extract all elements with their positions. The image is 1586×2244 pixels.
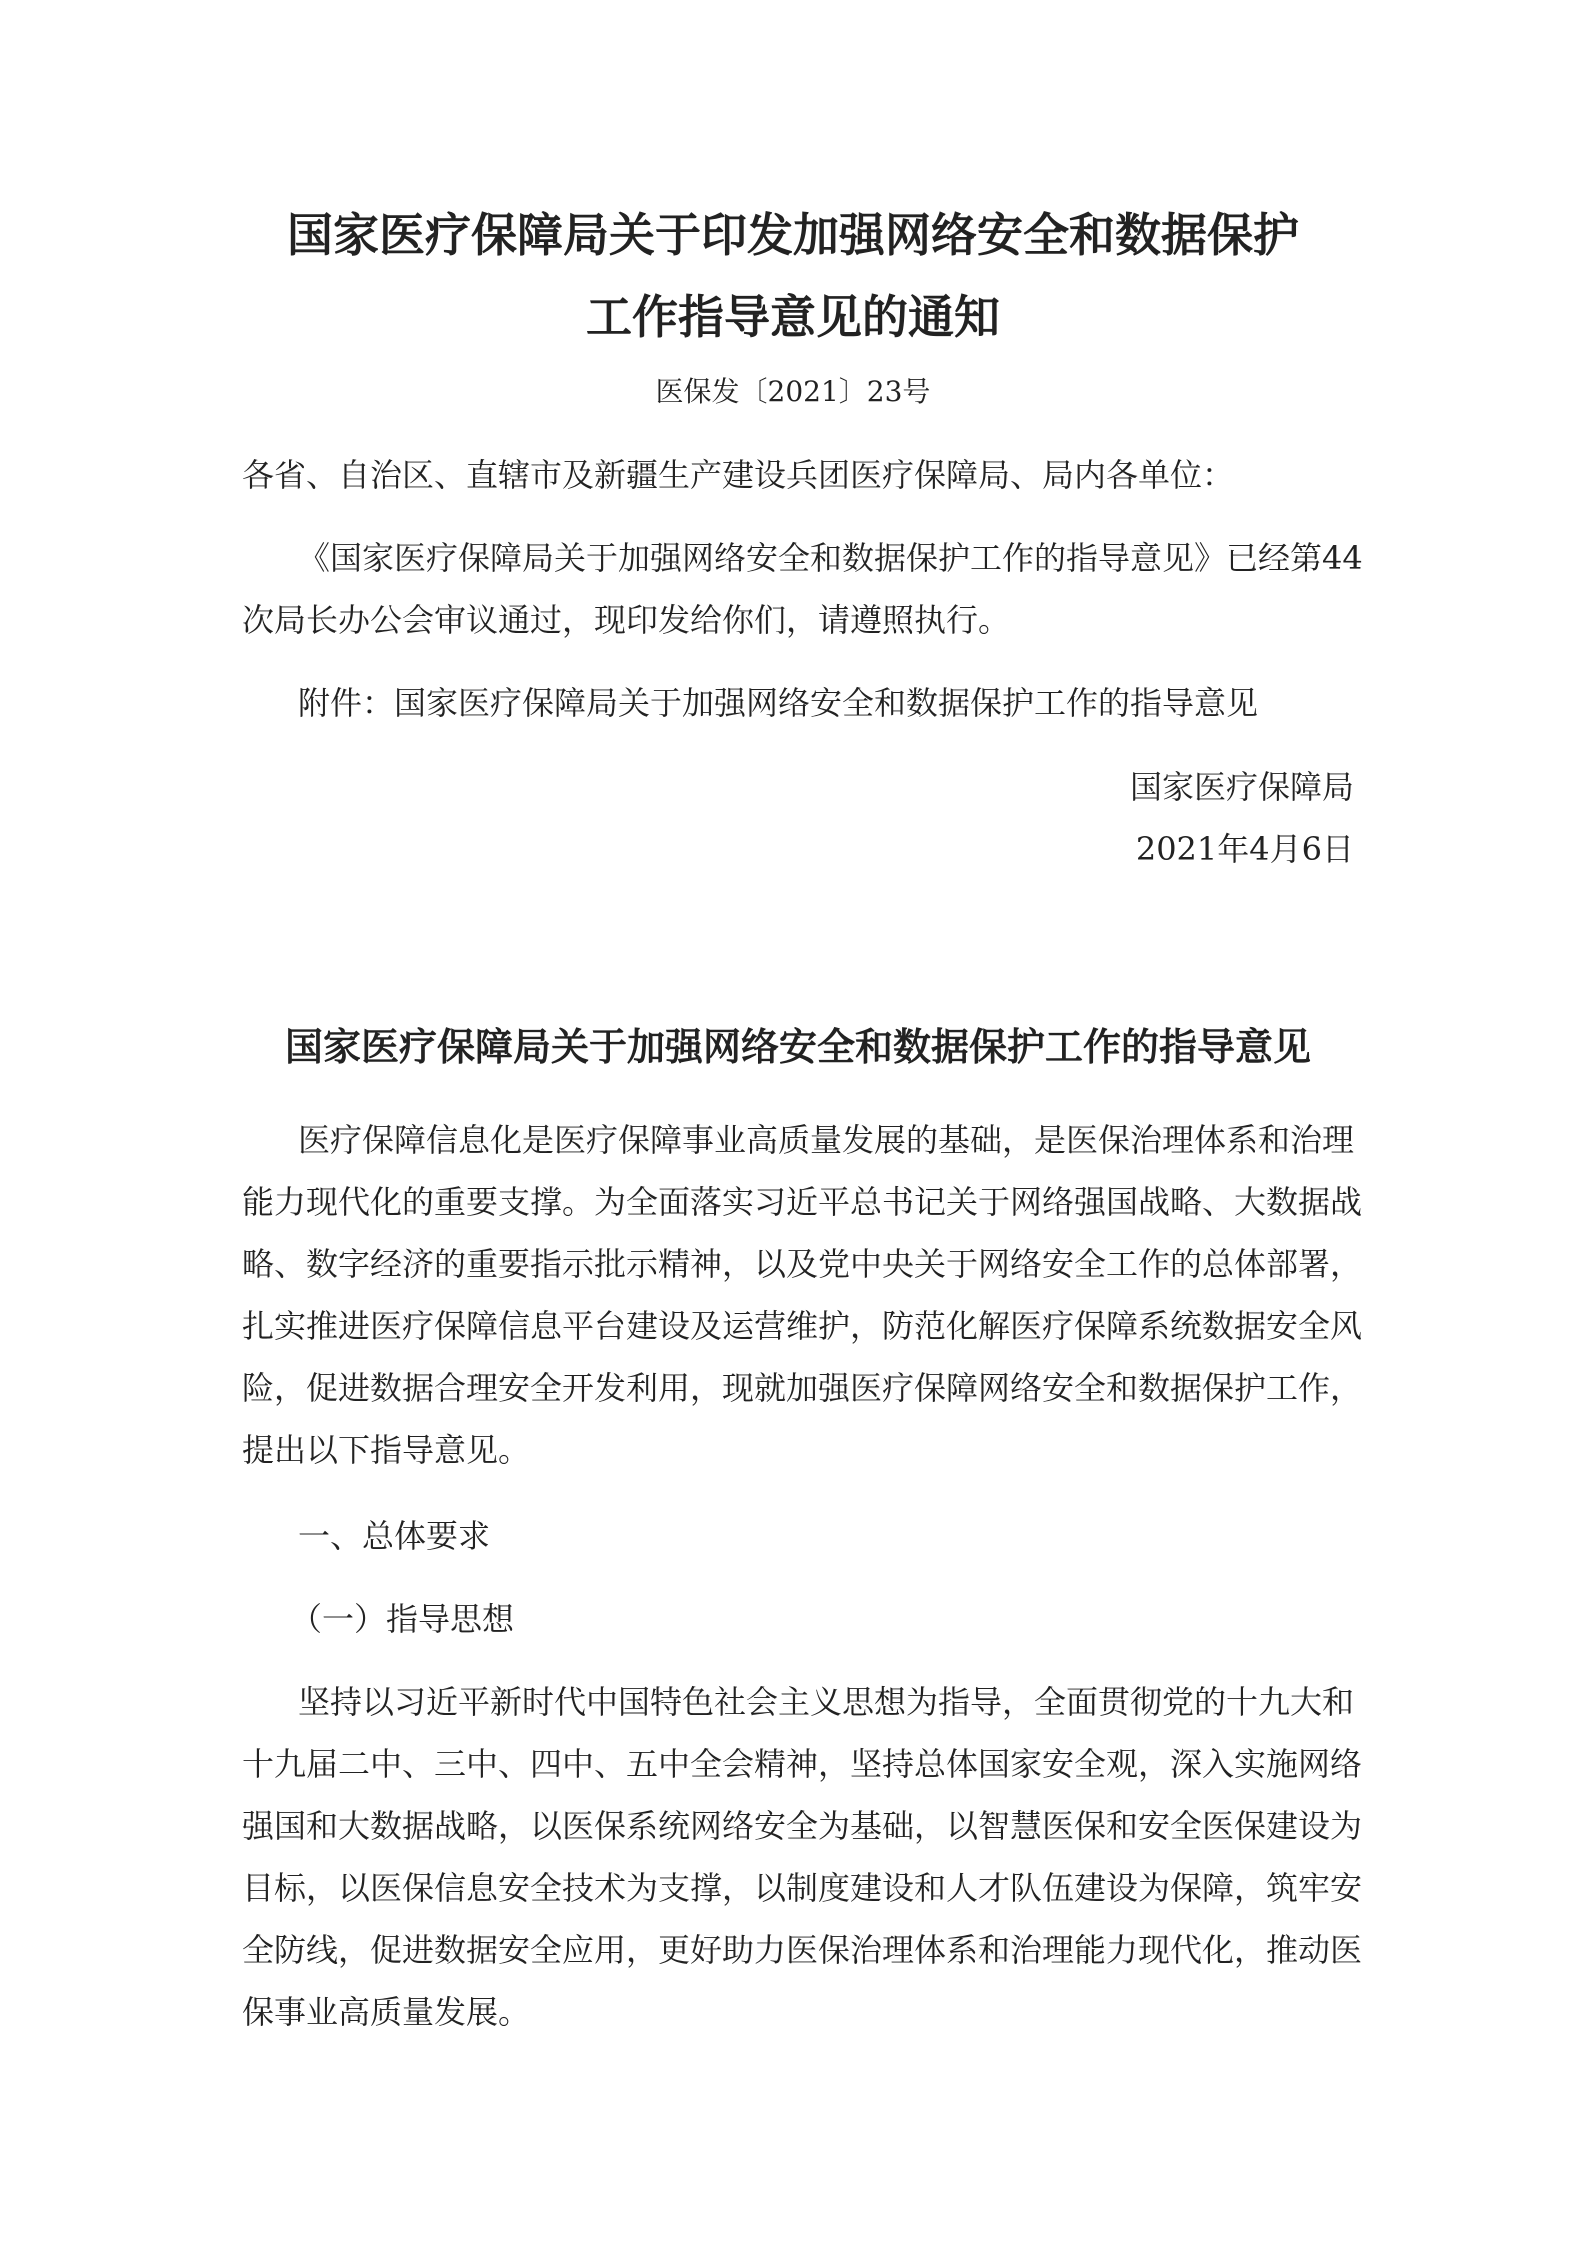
notice-title-line: 国家医疗保障局关于印发加强网络安全和数据保护 [287,208,1299,262]
paragraph-line: 医疗保障信息化是医疗保障事业高质量发展的基础，是医保治理体系和治理 [298,1121,1355,1159]
attachment-line: 附件：国家医疗保障局关于加强网络安全和数据保护工作的指导意见 [298,684,1259,722]
body-line: 次局长办公会审议通过，现印发给你们，请遵照执行。 [242,601,1011,639]
issuer: 国家医疗保障局 [1129,768,1354,806]
paragraph-line: 强国和大数据战略，以医保系统网络安全为基础，以智慧医保和安全医保建设为 [242,1807,1363,1845]
paragraph-line: 险，促进数据合理安全开发利用，现就加强医疗保障网络安全和数据保护工作， [242,1369,1363,1407]
paragraph-line: 扎实推进医疗保障信息平台建设及运营维护，防范化解医疗保障系统数据安全风 [242,1307,1363,1345]
paragraph-line: 目标，以医保信息安全技术为支撑，以制度建设和人才队伍建设为保障，筑牢安 [242,1869,1363,1907]
paragraph-line: 保事业高质量发展。 [242,1993,531,2031]
paragraph-line: 能力现代化的重要支撑。为全面落实习近平总书记关于网络强国战略、大数据战 [242,1183,1363,1221]
body-line: 《国家医疗保障局关于加强网络安全和数据保护工作的指导意见》已经第44 [298,539,1363,577]
paragraph-line: 十九届二中、三中、四中、五中全会精神，坚持总体国家安全观，深入实施网络 [242,1745,1363,1783]
notice-title-line: 工作指导意见的通知 [586,290,1000,344]
issue-date: 2021年4月6日 [1135,830,1354,868]
paragraph-line: 坚持以习近平新时代中国特色社会主义思想为指导，全面贯彻党的十九大和 [298,1683,1355,1721]
subsection-heading: （一）指导思想 [290,1600,515,1638]
paragraph-line: 略、数字经济的重要指示批示精神，以及党中央关于网络安全工作的总体部署， [242,1245,1363,1283]
opinion-title: 国家医疗保障局关于加强网络安全和数据保护工作的指导意见 [284,1025,1311,1069]
document-number: 医保发〔2021〕23号 [655,375,931,408]
paragraph-line: 提出以下指导意见。 [242,1431,531,1469]
paragraph-line: 全防线，促进数据安全应用，更好助力医保治理体系和治理能力现代化，推动医 [242,1931,1363,1969]
salutation: 各省、自治区、直辖市及新疆生产建设兵团医疗保障局、局内各单位： [242,456,1235,494]
section-heading: 一、总体要求 [298,1517,491,1555]
